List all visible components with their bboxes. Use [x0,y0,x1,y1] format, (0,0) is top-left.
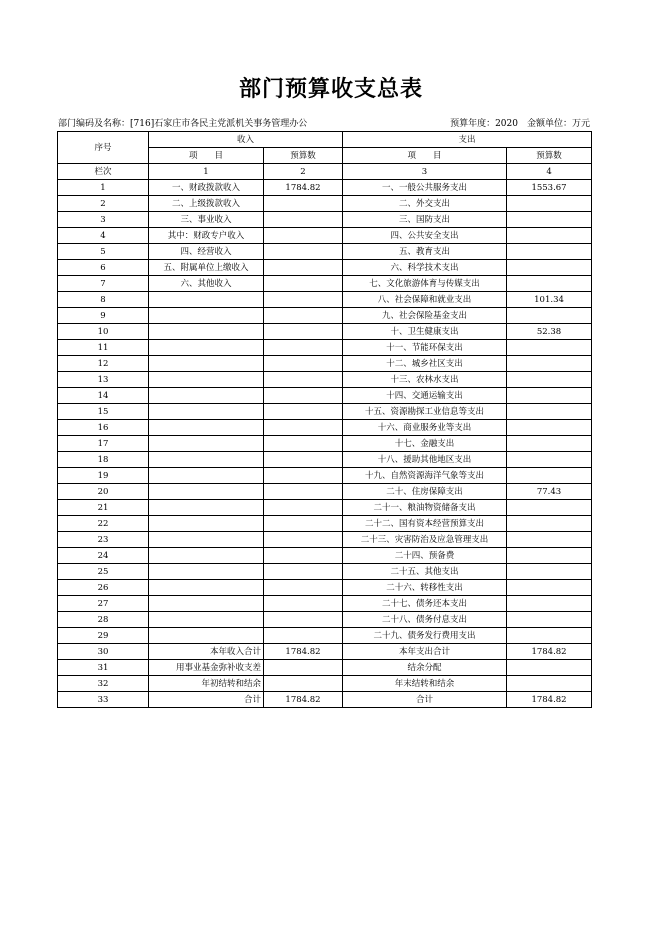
col-num: 1 [149,164,264,180]
income-amount [264,676,343,692]
income-amount [264,660,343,676]
income-amount [264,468,343,484]
expense-item: 十二、城乡社区支出 [343,356,507,372]
income-item [149,564,264,580]
table-row [58,516,592,532]
expense-amount [507,500,592,516]
expense-amount [507,260,592,276]
expense-item: 四、公共安全支出 [343,228,507,244]
income-amount [264,596,343,612]
expense-amount [507,276,592,292]
expense-item: 七、文化旅游体育与传媒支出 [343,276,507,292]
expense-amount [507,468,592,484]
income-amount [264,308,343,324]
expense-amount [507,212,592,228]
table-row [58,388,592,404]
row-number: 22 [58,516,149,532]
expense-amount [507,532,592,548]
income-item [149,324,264,340]
income-item [149,340,264,356]
income-item: 本年收入合计 [149,644,264,660]
table-row [58,548,592,564]
row-number: 12 [58,356,149,372]
income-amount: 1784.82 [264,180,343,196]
expense-budget-header: 预算数 [507,148,592,164]
table-row [58,644,592,660]
table-row [58,324,592,340]
income-item: 二、上级拨款收入 [149,196,264,212]
amount-unit: 金额单位：万元 [526,119,590,129]
income-item: 六、其他收入 [149,276,264,292]
income-amount [264,532,343,548]
expense-amount: 1553.67 [507,180,592,196]
income-amount [264,356,343,372]
income-amount [264,452,343,468]
expense-item: 二十一、粮油物资储备支出 [343,500,507,516]
row-number: 3 [58,212,149,228]
page-title: 部门预算收支总表 [238,77,423,102]
table-row [58,580,592,596]
income-item: 合计 [149,692,264,708]
income-item [149,436,264,452]
expense-item: 二十八、债务付息支出 [343,612,507,628]
expense-item: 一、一般公共服务支出 [343,180,507,196]
col-num: 4 [507,164,592,180]
row-number: 31 [58,660,149,676]
table-row [58,276,592,292]
expense-item-header: 项 目 [343,148,507,164]
expense-item: 二十三、灾害防治及应急管理支出 [343,532,507,548]
table-row [58,436,592,452]
expense-amount [507,388,592,404]
income-amount [264,212,343,228]
row-number: 15 [58,404,149,420]
row-number: 33 [58,692,149,708]
table-row [58,404,592,420]
row-number: 8 [58,292,149,308]
expense-item: 二十七、债务还本支出 [343,596,507,612]
expense-item: 二十九、债务发行费用支出 [343,628,507,644]
income-amount [264,404,343,420]
row-number: 29 [58,628,149,644]
year-unit-label [450,116,590,129]
table-row [58,468,592,484]
income-item [149,580,264,596]
expense-item: 二十六、转移性支出 [343,580,507,596]
row-number: 19 [58,468,149,484]
income-amount: 1784.82 [264,692,343,708]
expense-item: 十、卫生健康支出 [343,324,507,340]
income-amount [264,548,343,564]
expense-item: 五、教育支出 [343,244,507,260]
income-item [149,532,264,548]
row-number: 13 [58,372,149,388]
expense-item: 十三、农林水支出 [343,372,507,388]
table-row [58,660,592,676]
income-amount: 1784.82 [264,644,343,660]
expense-item: 九、社会保险基金支出 [343,308,507,324]
row-number: 28 [58,612,149,628]
expense-amount [507,612,592,628]
income-item: 其中：财政专户收入 [149,228,264,244]
income-item: 一、财政拨款收入 [149,180,264,196]
income-amount [264,196,343,212]
row-number: 1 [58,180,149,196]
expense-amount [507,516,592,532]
income-item [149,612,264,628]
expense-amount [507,564,592,580]
income-amount [264,244,343,260]
expense-amount [507,548,592,564]
expense-amount [507,340,592,356]
budget-year: 预算年度：2020 [450,119,518,129]
income-item [149,468,264,484]
row-number: 10 [58,324,149,340]
income-item [149,516,264,532]
table-row [58,260,592,276]
table-row [58,228,592,244]
table-row [58,500,592,516]
expense-amount [507,356,592,372]
income-header: 收入 [149,132,343,148]
income-item [149,596,264,612]
expense-amount: 77.43 [507,484,592,500]
row-number: 26 [58,580,149,596]
expense-amount: 1784.82 [507,644,592,660]
row-number: 7 [58,276,149,292]
expense-item: 六、科学技术支出 [343,260,507,276]
table-row [58,484,592,500]
expense-item: 本年支出合计 [343,644,507,660]
income-item-header: 项 目 [149,148,264,164]
income-amount [264,228,343,244]
row-number: 16 [58,420,149,436]
income-amount [264,324,343,340]
expense-amount [507,580,592,596]
income-item [149,628,264,644]
income-item [149,452,264,468]
income-budget-header: 预算数 [264,148,343,164]
department-label: 部门编码及名称：[716]石家庄市各民主党派机关事务管理办公 [58,119,308,129]
table-row [58,596,592,612]
row-label: 栏次 [58,164,149,180]
table-row [58,244,592,260]
expense-item: 十四、交通运输支出 [343,388,507,404]
row-number: 9 [58,308,149,324]
expense-item: 十五、资源勘探工业信息等支出 [343,404,507,420]
expense-item: 十七、金融支出 [343,436,507,452]
table-row [58,292,592,308]
budget-table [57,131,592,708]
expense-item: 二十四、预备费 [343,548,507,564]
expense-amount [507,676,592,692]
expense-amount [507,372,592,388]
row-number: 2 [58,196,149,212]
income-amount [264,388,343,404]
row-number: 24 [58,548,149,564]
income-amount [264,420,343,436]
income-amount [264,612,343,628]
row-number: 21 [58,500,149,516]
expense-item: 二、外交支出 [343,196,507,212]
expense-amount [507,404,592,420]
row-number: 27 [58,596,149,612]
table-row [58,532,592,548]
expense-amount: 1784.82 [507,692,592,708]
col-num: 2 [264,164,343,180]
expense-item: 十八、援助其他地区支出 [343,452,507,468]
income-amount [264,292,343,308]
row-number: 32 [58,676,149,692]
expense-header: 支出 [343,132,592,148]
row-number: 30 [58,644,149,660]
header-row-1 [58,132,592,148]
income-item [149,308,264,324]
expense-amount [507,596,592,612]
income-amount [264,580,343,596]
income-item [149,420,264,436]
income-item [149,500,264,516]
expense-item: 二十、住房保障支出 [343,484,507,500]
table-row [58,196,592,212]
expense-item: 十六、商业服务业等支出 [343,420,507,436]
row-number: 5 [58,244,149,260]
income-item: 三、事业收入 [149,212,264,228]
income-amount [264,484,343,500]
table-row [58,628,592,644]
income-item: 用事业基金弥补收支差 [149,660,264,676]
income-item: 四、经营收入 [149,244,264,260]
income-amount [264,276,343,292]
income-amount [264,340,343,356]
row-number: 11 [58,340,149,356]
income-item [149,548,264,564]
expense-item: 十一、节能环保支出 [343,340,507,356]
seq-header: 序号 [58,132,149,164]
row-number: 4 [58,228,149,244]
table-row [58,692,592,708]
expense-item: 合计 [343,692,507,708]
table-row [58,212,592,228]
income-item: 五、附属单位上缴收入 [149,260,264,276]
expense-item: 三、国防支出 [343,212,507,228]
income-amount [264,436,343,452]
income-amount [264,500,343,516]
table-row [58,372,592,388]
table-row [58,308,592,324]
expense-amount [507,196,592,212]
expense-amount: 101.34 [507,292,592,308]
income-item [149,356,264,372]
table-row [58,340,592,356]
income-amount [264,372,343,388]
row-number: 23 [58,532,149,548]
expense-amount [507,228,592,244]
table-row [58,452,592,468]
row-number: 17 [58,436,149,452]
expense-item: 结余分配 [343,660,507,676]
row-number: 6 [58,260,149,276]
expense-item: 十九、自然资源海洋气象等支出 [343,468,507,484]
row-number: 20 [58,484,149,500]
expense-amount [507,660,592,676]
expense-amount [507,308,592,324]
income-item: 年初结转和结余 [149,676,264,692]
income-amount [264,564,343,580]
income-item [149,372,264,388]
expense-amount [507,244,592,260]
table-row [58,356,592,372]
row-number: 18 [58,452,149,468]
expense-amount [507,436,592,452]
expense-item: 八、社会保障和就业支出 [343,292,507,308]
table-row [58,676,592,692]
income-item [149,404,264,420]
col-num: 3 [343,164,507,180]
expense-item: 二十二、国有资本经营预算支出 [343,516,507,532]
income-item [149,484,264,500]
income-amount [264,628,343,644]
table-row [58,420,592,436]
expense-item: 二十五、其他支出 [343,564,507,580]
expense-amount [507,420,592,436]
expense-amount [507,452,592,468]
expense-amount: 52.38 [507,324,592,340]
column-number-row [58,164,592,180]
table-row [58,564,592,580]
expense-amount [507,628,592,644]
row-number: 14 [58,388,149,404]
income-item [149,388,264,404]
table-row [58,180,592,196]
row-number: 25 [58,564,149,580]
expense-item: 年末结转和结余 [343,676,507,692]
income-amount [264,260,343,276]
income-item [149,292,264,308]
income-amount [264,516,343,532]
table-row [58,612,592,628]
